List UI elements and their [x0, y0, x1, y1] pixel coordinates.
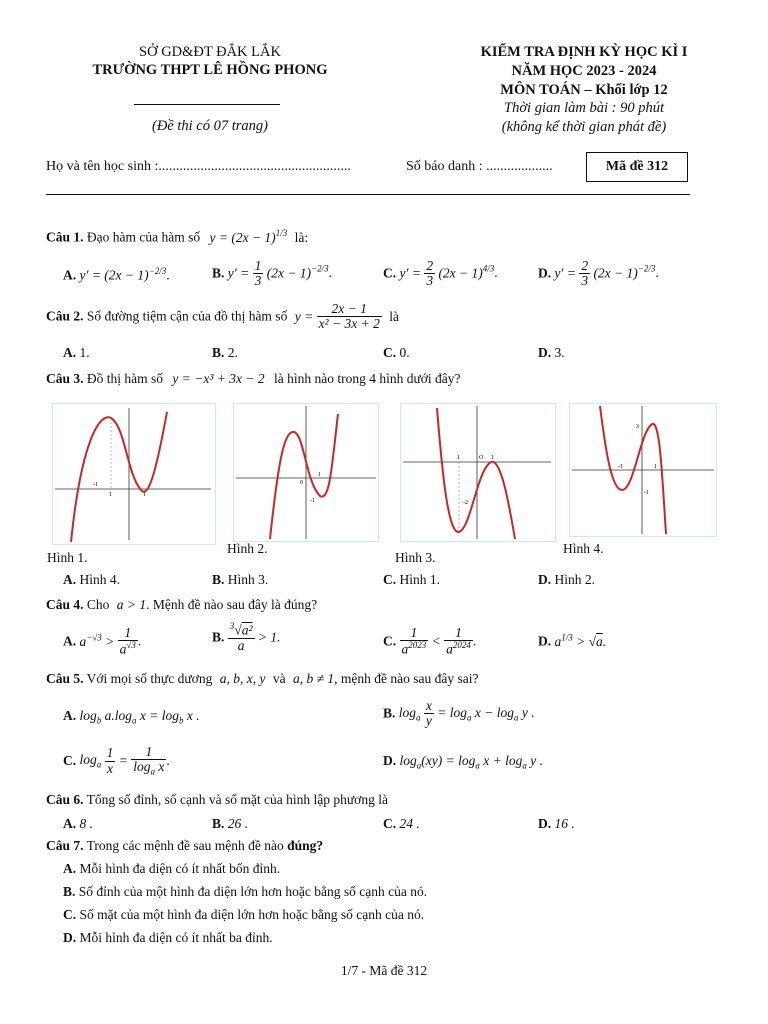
q7-option-c[interactable]: C. Số mặt của một hình đa diện lớn hơn hoặc bằng số cạnh của nó.	[63, 907, 425, 922]
graph-figure-1	[52, 403, 216, 545]
q2-stem: Câu 2. Số đường tiệm cận của đồ thị hàm số y = $\frac{2x - 1}{\text{x² − 3x + 2}}$ là	[46, 301, 399, 332]
graph-caption-2: Hình 2.	[227, 541, 268, 556]
q4-option-c[interactable]: C. $\frac{1}{a^{2023}}$ < $\frac{1}{a^{2024}}$ .	[383, 625, 477, 657]
q3-option-d[interactable]: D. Hình 2.	[538, 572, 595, 587]
q3-option-b[interactable]: B. Hình 3.	[212, 572, 269, 587]
q5-option-c[interactable]: C. $\log_a$ $\frac{1}{x}$ = $\frac{1}{\log_a x}$ .	[63, 744, 170, 777]
q6-option-a[interactable]: A. 8 .	[63, 816, 93, 831]
q5-stem: Câu 5. Với mọi số thực dương a, b, x, y và a, b ≠ 1, mệnh đề nào sau đây sai?	[46, 671, 479, 686]
page-footer: 1/7 - Mã đề 312	[340, 963, 428, 978]
graph-figure-2	[233, 403, 379, 542]
q1-label: Câu 1.	[46, 229, 84, 245]
q6-stem: Câu 6. Tổng số đỉnh, số cạnh và số mặt của hình lập phương là	[46, 792, 388, 807]
q7-option-a[interactable]: A. Mỗi hình đa diện có ít nhất bốn đỉnh.	[63, 861, 281, 876]
q1-option-d[interactable]: D. y′ = $\frac{2}{3}$ $(2x - 1)^{-2/3}$.	[538, 258, 659, 289]
q4-option-b[interactable]: B. $\frac{^3√a^2}{a}$ > 1.	[212, 621, 281, 653]
exam-title: KIỂM TRA ĐỊNH KỲ HỌC KÌ I	[480, 44, 688, 60]
graph-caption-4: Hình 4.	[563, 541, 604, 556]
q2-option-b[interactable]: B. 2.	[212, 345, 238, 360]
svg-text:1: 1	[109, 492, 112, 498]
duration: Thời gian làm bài : 90 phút	[504, 100, 664, 116]
q1-exp: 1/3	[275, 228, 288, 238]
duration-note: (không kể thời gian phát đề)	[501, 119, 667, 135]
exam-code-box: Mã đề 312	[586, 152, 688, 182]
q4-option-d[interactable]: D. $a^{1/3} > √a$.	[538, 632, 607, 649]
school-year: NĂM HỌC 2023 - 2024	[511, 63, 657, 79]
svg-text:0: 0	[300, 480, 303, 486]
svg-text:-1: -1	[93, 482, 98, 488]
q7-stem: Câu 7. Trong các mệnh đề sau mệnh đề nào đúng?	[46, 838, 324, 853]
q2-option-c[interactable]: C. 0.	[383, 345, 410, 360]
header-divider	[134, 104, 280, 105]
q2-option-d[interactable]: D. 3.	[538, 345, 565, 360]
svg-text:-1: -1	[618, 464, 623, 470]
q1-option-a[interactable]: A. $y' = (2x - 1)^{-2/3}$.	[63, 266, 170, 283]
info-divider	[46, 194, 690, 195]
q4-stem: Câu 4. Cho a > 1. Mệnh đề nào sau đây là đúng?	[46, 597, 318, 612]
pages-note: (Đề thi có 07 trang)	[152, 118, 268, 134]
q1-option-b[interactable]: B. y′ = $\frac{1}{3}$ $(2x - 1)^{-2/3}$.	[212, 258, 332, 289]
svg-text:1: 1	[654, 464, 657, 470]
q5-option-b[interactable]: B. $\log_a$ $\frac{x}{y}$ = $\log_a x - \log_a y$ .	[383, 698, 535, 729]
svg-text:1: 1	[143, 492, 146, 498]
svg-text:-1: -1	[644, 490, 649, 496]
q3-stem: Câu 3. Đồ thị hàm số y = −x³ + 3x − 2 là hình nào trong 4 hình dưới đây?	[46, 371, 461, 386]
q1-stem	[46, 228, 308, 246]
q5-option-d[interactable]: D. $\log_a(xy) = \log_a x + \log_a y$ .	[383, 753, 543, 771]
q1-text: Đạo hàm của hàm số	[86, 229, 201, 245]
q1-formula: y = (2x − 1)	[209, 229, 276, 245]
graph-figure-3	[400, 403, 556, 542]
svg-text:1: 1	[457, 455, 460, 461]
q4-option-a[interactable]: A. $a^{-√3}$ > $\frac{1}{a^{√3}}$ .	[63, 625, 142, 657]
svg-text:3: 3	[636, 424, 639, 430]
q6-option-c[interactable]: C. 24 .	[383, 816, 420, 831]
svg-text:O: O	[479, 455, 484, 461]
svg-text:1: 1	[491, 455, 494, 461]
svg-text:-1: -1	[310, 498, 315, 504]
student-name-field: Họ và tên học sinh :.......................................................	[46, 159, 351, 174]
svg-text:-2: -2	[463, 500, 468, 506]
graph-caption-1: Hình 1.	[47, 550, 88, 565]
q7-option-d[interactable]: D. Mỗi hình đa diện có ít nhất ba đỉnh.	[63, 930, 273, 945]
q3-option-c[interactable]: C. Hình 1.	[383, 572, 440, 587]
q1-option-c[interactable]: C. y′ = $\frac{2}{3}$ $(2x - 1)^{4/3}$.	[383, 258, 498, 289]
graph-caption-3: Hình 3.	[395, 550, 436, 565]
subject: MÔN TOÁN – Khối lớp 12	[500, 82, 668, 98]
dept-name: SỞ GD&ĐT ĐẮK LẮK	[139, 44, 281, 60]
q5-option-a[interactable]: A. $\log_b a.\log_a$ $x = \log_b x$ .	[63, 708, 200, 726]
q6-option-b[interactable]: B. 26 .	[212, 816, 249, 831]
school-name: TRƯỜNG THPT LÊ HỒNG PHONG	[92, 62, 328, 78]
q1-tail: là:	[294, 229, 309, 245]
q7-option-b[interactable]: B. Số đỉnh của một hình đa diện lớn hơn hoặc bằng số cạnh của nó.	[63, 884, 428, 899]
student-id-field: Số báo danh : ...................	[406, 159, 553, 174]
q6-option-d[interactable]: D. 16 .	[538, 816, 575, 831]
svg-text:1: 1	[318, 472, 321, 478]
q3-option-a[interactable]: A. Hình 4.	[63, 572, 120, 587]
graph-figure-4	[569, 403, 717, 537]
q2-option-a[interactable]: A. 1.	[63, 345, 90, 360]
